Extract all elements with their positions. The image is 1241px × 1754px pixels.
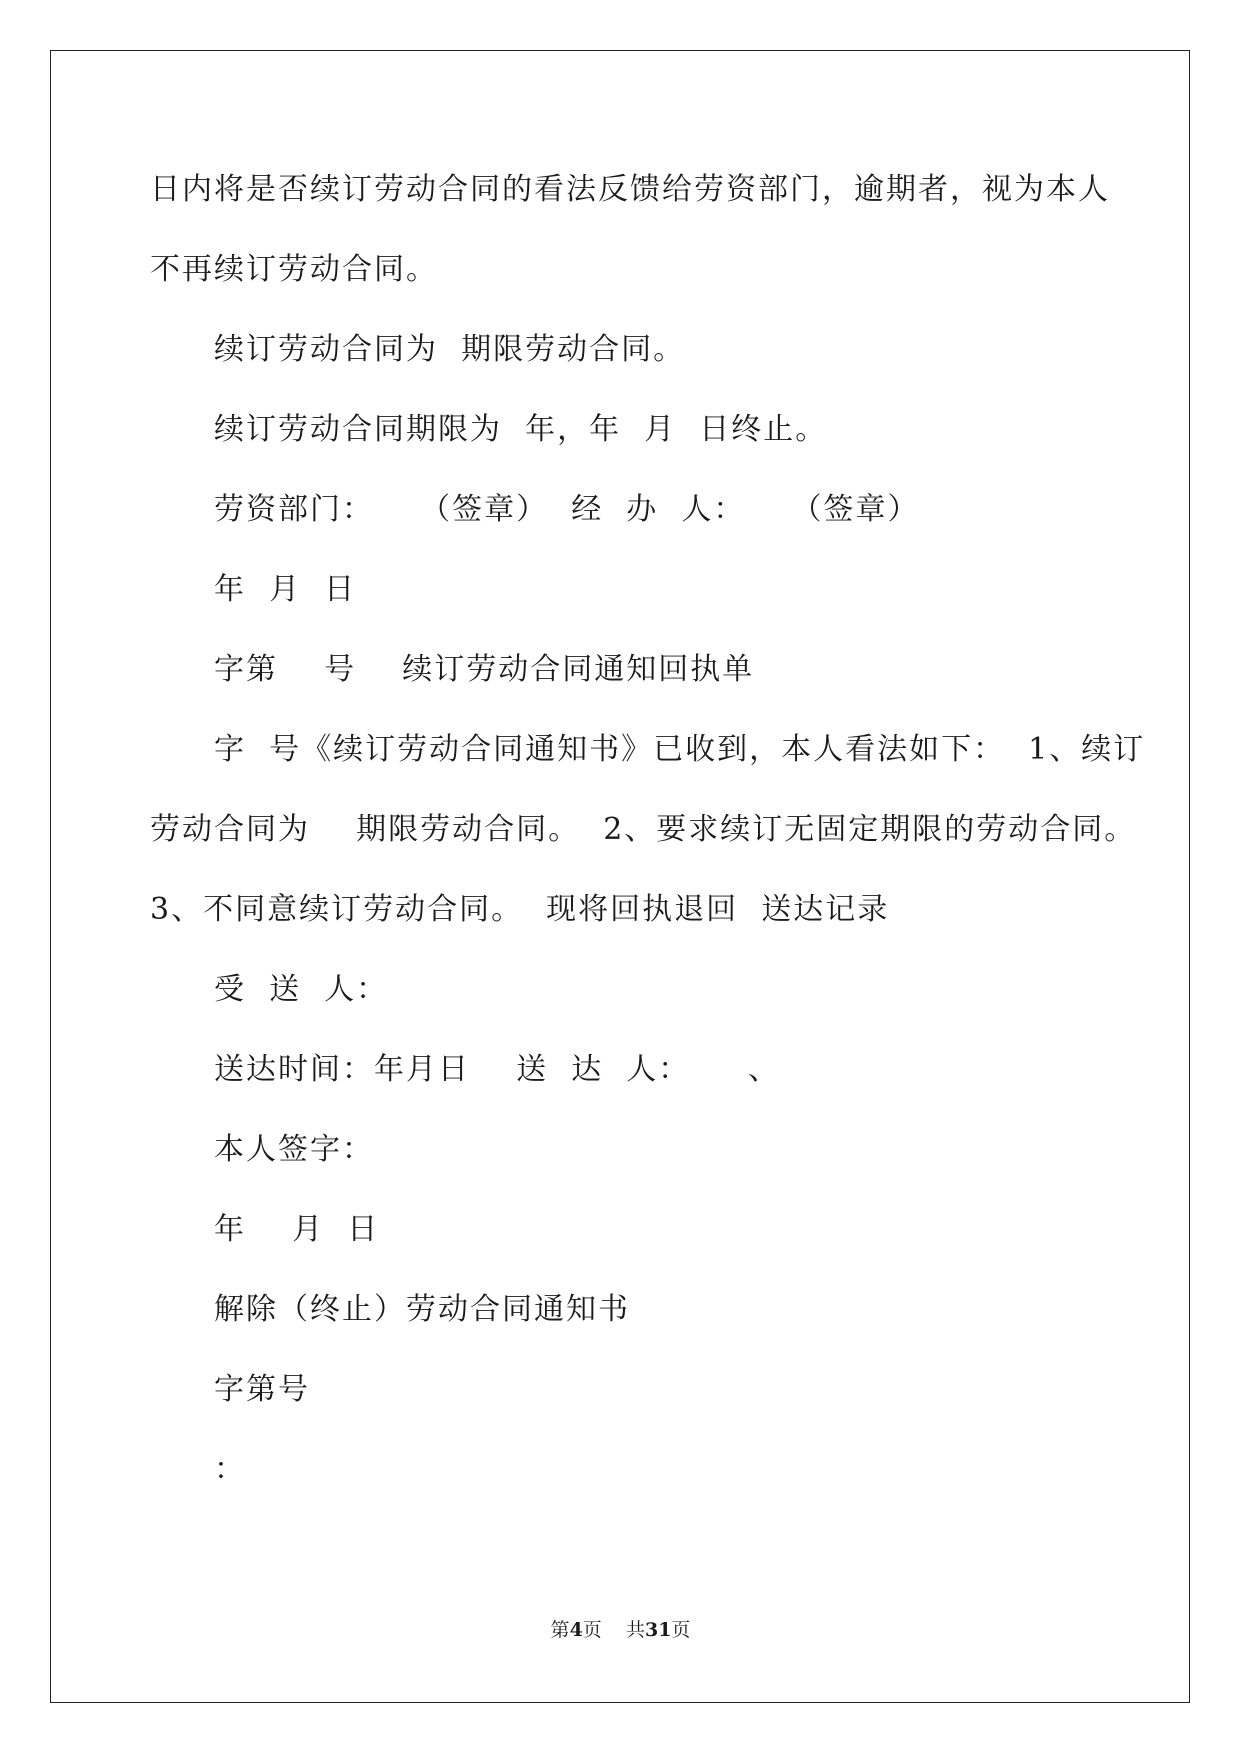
body-line-4: 续订劳动合同期限为 年，年 月 日终止。	[214, 412, 828, 447]
body-line-9: 劳动合同为 期限劳动合同。 2、要求续订无固定期限的劳动合同。	[150, 812, 1137, 847]
notice-title: 解除（终止）劳动合同通知书	[214, 1292, 630, 1327]
footer-prefix: 第	[550, 1619, 570, 1641]
delivery-time-line: 送达时间：年月日 送 达 人： 、	[214, 1052, 780, 1087]
notice-number: 字第号	[214, 1372, 310, 1407]
addressee-colon: ：	[214, 1452, 246, 1487]
recipient-line: 受 送 人：	[214, 972, 389, 1007]
signature-line-dept: 劳资部门： （签章） 经 办 人： （签章）	[214, 492, 920, 527]
signature-line-self: 本人签字：	[214, 1132, 374, 1167]
date-line-2: 年 月 日	[214, 1212, 380, 1247]
body-line-3: 续订劳动合同为 期限劳动合同。	[214, 332, 686, 367]
receipt-title: 字第 号 续订劳动合同通知回执单	[214, 652, 755, 687]
body-line-10: 3、不同意续订劳动合同。 现将回执退回 送达记录	[150, 892, 890, 927]
body-line-1: 日内将是否续订劳动合同的看法反馈给劳资部门，逾期者，视为本人	[150, 172, 1110, 207]
date-line-1: 年 月 日	[214, 572, 357, 607]
footer-mid: 页 共	[582, 1619, 645, 1641]
body-line-2: 不再续订劳动合同。	[150, 252, 438, 287]
footer-page-total: 31	[644, 1619, 672, 1641]
body-line-8: 字 号《续订劳动合同通知书》已收到，本人看法如下： 1、续订	[214, 732, 1146, 767]
footer-suffix: 页	[671, 1619, 691, 1641]
footer-page-current: 4	[569, 1619, 583, 1641]
page-footer	[0, 1618, 1241, 1642]
